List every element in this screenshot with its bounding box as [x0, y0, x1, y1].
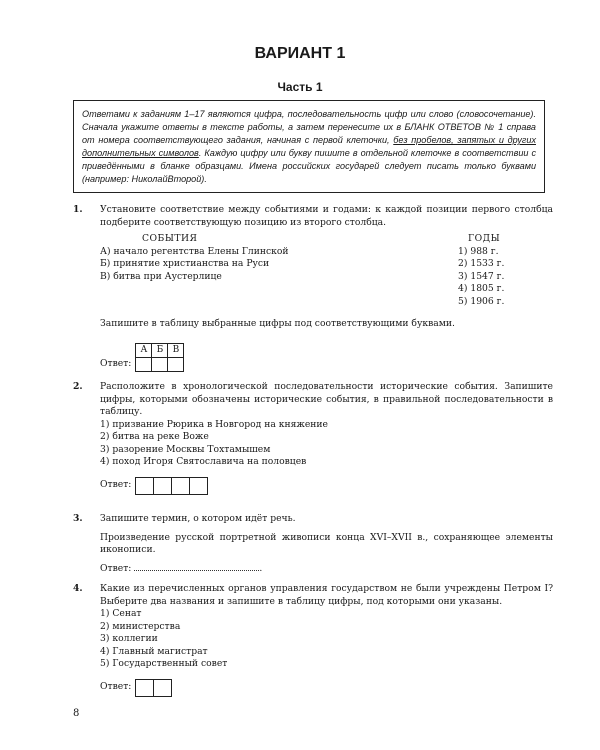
list-item: 1) Сенат: [100, 608, 142, 619]
answer-period: .: [259, 562, 263, 574]
answer-label: Ответ:: [100, 357, 132, 369]
year-item: 4) 1805 г.: [458, 283, 505, 294]
year-item: 3) 1547 г.: [458, 270, 505, 282]
list-item: 2) министерства: [100, 620, 181, 632]
answer-label: Ответ:: [100, 562, 132, 574]
event-item: Б) принятие христианства на Руси: [100, 258, 270, 269]
answer-box[interactable]: [153, 477, 172, 495]
answer-box[interactable]: [171, 477, 190, 495]
task-question: Какие из перечисленных органов управления государством не были учреждены Петром I? Выберите два названия и запишите в таблицу цифры, под которыми они указаны.: [100, 583, 553, 607]
task-question: Установите соответствие между событиями и годами: к каждой позиции первого столбца подберите соответствующую позицию из второго столбца.: [100, 204, 553, 228]
list-item: 4) поход Игоря Святославича на половцев: [100, 456, 307, 467]
task-text: Произведение русской портретной живописи конца XVI–XVII в., сохраняющее элементы иконописи.: [100, 531, 553, 555]
letter-cell: А: [136, 343, 152, 357]
task-number: 1.: [73, 204, 83, 215]
answer-cell[interactable]: [168, 357, 184, 371]
year-item: 5) 1906 г.: [458, 295, 505, 307]
years-header: ГОДЫ: [468, 233, 501, 244]
instruction-part2: . Каждую цифру или букву пишите в отдельной клеточке в соответствии с приведёнными в бланке образцами. Имена российских государей следует писать только буквами (например: НиколайВторой).: [82, 148, 536, 184]
task-instruction: Запишите в таблицу выбранные цифры под соответствующими буквами.: [100, 318, 455, 329]
events-header: СОБЫТИЯ: [142, 233, 198, 244]
answer-box[interactable]: [135, 679, 154, 697]
instruction-box: [73, 100, 545, 193]
instruction-part1: Ответами к заданиям 1–17 являются цифра, последовательность цифр или слово (словосочетание). Сначала укажите ответы в тексте работы, а затем перенесите их в БЛАНК ОТВЕТОВ № 1 справа от номера соответствующего задания, начиная с первой клеточки,: [82, 109, 536, 145]
answer-box[interactable]: [153, 679, 172, 697]
page-title: ВАРИАНТ 1: [254, 45, 346, 62]
list-item: 1) призвание Рюрика в Новгород на княжение: [100, 418, 328, 430]
part-title: Часть 1: [277, 80, 323, 94]
instruction-text: [82, 108, 536, 186]
answer-box[interactable]: [135, 477, 154, 495]
list-item: 5) Государственный совет: [100, 658, 228, 669]
list-item: 3) разорение Москвы Тохтамышем: [100, 443, 271, 455]
task-3: [73, 513, 553, 575]
list-item: 4) Главный магистрат: [100, 645, 208, 657]
task-4: [73, 583, 553, 697]
page-number: 8: [73, 708, 80, 719]
task-2: [73, 381, 553, 495]
answer-box[interactable]: [189, 477, 208, 495]
list-item: 3) коллегии: [100, 633, 158, 644]
answer-boxes: [135, 679, 172, 697]
year-item: 1) 988 г.: [458, 245, 499, 257]
answer-cell[interactable]: [152, 357, 168, 371]
answer-boxes: [135, 477, 208, 495]
task-number: 2.: [73, 381, 83, 392]
letter-cell: Б: [152, 343, 168, 357]
answer-line[interactable]: [134, 560, 259, 571]
instruction-underlined: без пробелов, запятых и других дополнительных символов: [82, 135, 536, 158]
answer-cell[interactable]: [136, 357, 152, 371]
list-item: 2) битва на реке Воже: [100, 431, 209, 442]
year-item: 2) 1533 г.: [458, 258, 505, 269]
event-item: А) начало регентства Елены Глинской: [100, 245, 289, 257]
event-item: В) битва при Аустерлице: [100, 270, 222, 282]
task-question: Запишите термин, о котором идёт речь.: [100, 513, 296, 524]
task-1: [73, 204, 553, 372]
task-question: Расположите в хронологической последовательности исторические события. Запишите цифры, которыми обозначены исторические события, в правильной последовательности в таблицу.: [100, 381, 553, 417]
answer-label: Ответ:: [100, 681, 132, 693]
answer-table: [135, 343, 184, 372]
answer-label: Ответ:: [100, 479, 132, 491]
letter-cell: В: [168, 343, 184, 357]
task-number: 4.: [73, 583, 83, 594]
task-number: 3.: [73, 513, 83, 524]
